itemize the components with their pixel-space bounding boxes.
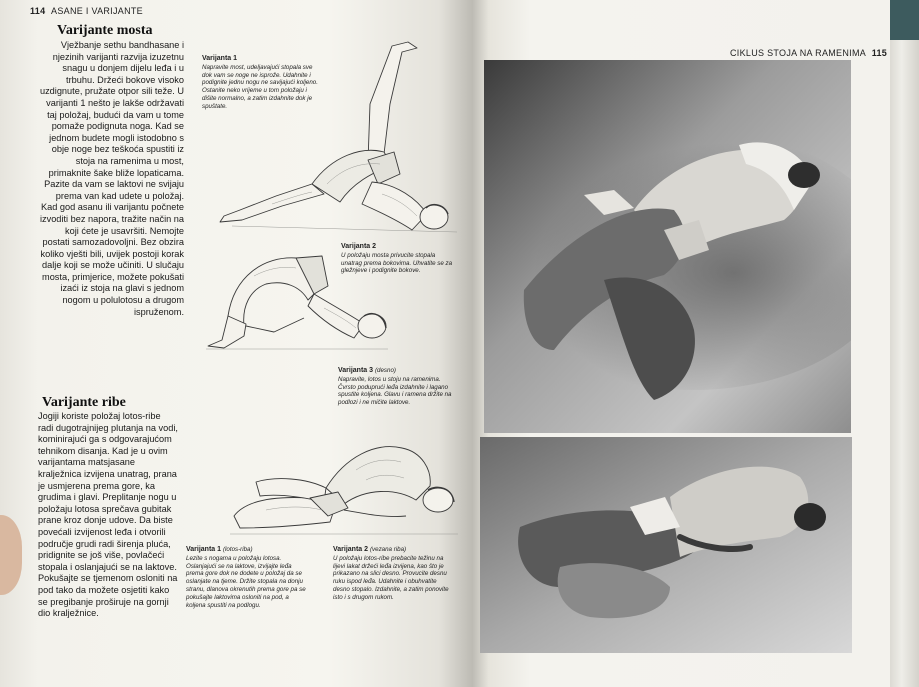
left-running-head [30,6,143,16]
running-head-left: ASANE I VARIJANTE [51,6,143,16]
caption-fish-1-note: (lotos-riba) [222,546,253,553]
caption-bridge-3-text: Napravite, lotos u stoju na ramenima. Čvrsto poduprući leđa izdahnite i lagano spustite koljena. Glavu i ramena držite na podlozi i ne mičite laktove. [338,375,452,407]
thumb [0,515,22,595]
book-cover-corner [890,0,919,40]
caption-fish-1-text: Lezite s nogama u položaju lotosa. Oslanjajući se na laktove, izvijajte leđa prema gore dok ne dodete u položaj da se oslanjate na tjeme. Držite stopala na donju stranu, dlanova okrenutih prema gore pa se pokušajte laktovima osloniti na pod, a koljena spustiti na podlogu. [186,554,306,609]
caption-fish-2-title: Varijanta 2 [333,546,369,553]
page-number-right: 115 [871,48,888,58]
section-title-fish: Varijante ribe [42,395,126,410]
caption-bridge-3-note: (desno) [374,367,396,374]
caption-fish-2-text: U položaju lotos-ribe prebacite težinu na lijevi lakat držeći leđa izvijena, kao što je prikazano na slici desno. Provucite desnu ruku ispod leđa. Udahnite i obuhvatite desno stopalo. Izdahnite, a zatim ponovite isto i s drugom rukom. [333,554,449,601]
caption-fish-2-note: (vezana riba) [369,546,407,553]
caption-bridge-3-heading [338,367,460,375]
caption-fish-1 [186,546,310,609]
caption-bridge-1-title: Varijanta 1 [202,55,238,62]
running-head-right: CIKLUS STOJA NA RAMENIMA [730,48,867,58]
bridge-paragraph: Vježbanje sethu bandhasane i njezinih varijanti razvija izuzetnu snagu u donjem dijelu leđa i u trbuhu. Držeći bokove visoko uzdignute, pružate otpor sili teže. U varijanti 1 nešto je lakše održavati taj položaj, budući da vam u tome pomaže podignuta noga. Kad se jednom budete mogli istodobno s obje noge bez teškoća spustiti iz stoja na ramenima u most, primaknite šake bliže lopaticama. Pazite da vam se laktovi ne svijaju prema van kad udete u položaj. Kad god asanu ili varijantu počnete izvoditi bez napora, tražite način na koji ćete je usavršiti. Nemojte postati samozadovoljni. Bez obzira koliko vješti bili, uvijek postoji korak dalje koji se može učiniti. U slučaju mosta, primjerice, možete pokušati izaći iz stoja na glavi s jednom nogom u polulotosu a drugom ispruženom. [39,40,184,317]
caption-bridge-2-title: Varijanta 2 [341,243,377,250]
bridge-pose-ankles-illustration [204,246,390,350]
caption-bridge-2-text: U položaju mosta privucite stopala unatrag prema bokovima. Uhvatite se za gležnjeve i podignite bokove. [341,251,453,275]
caption-fish-2-heading [333,546,453,554]
caption-fish-1-title: Varijanta 1 [186,546,222,553]
bridge-pose-leg-raised-illustration [212,34,462,234]
right-page [472,0,890,687]
page-number-left: 114 [30,6,46,16]
bound-fish-photo [480,437,852,653]
caption-bridge-1-text: Napravite most, udeljavajući stopala sve dok vam se noge ne isprože. Udahnite i podignite jednu nogu ne savijajući koljeno. Ostanite neko vrijeme u tom položaju i dišite normalno, a zatim izdahnite dok je spuštate. [202,63,318,110]
section-title-bridge: Varijante mosta [57,23,153,38]
lotus-fish-pose-illustration [226,430,462,538]
caption-fish-1-heading [186,546,310,554]
caption-bridge-3-title: Varijanta 3 [338,367,374,374]
caption-bridge-3 [338,367,460,407]
fish-paragraph: Jogiji koriste položaj lotos-ribe radi dugotrajnijeg plutanja na vodi, kominirajući ga s odgovarajućom tehnikom disanja. Kad je u ovim varijantama matsjasane kralježnica izvijena unatrag, prana je usmjerena prema gore, ka grudima i glavi. Preplitanje nogu u položaju lotosa sprečava gubitak prane kroz donje udove. Da biste povećali izvijenost leđa i otvorili područje grudi radi širenja pluća, pridignite se još više, povlačeći stopala i oslanjajući se na laktove. Pokušajte se tjemenom osloniti na pod tako da možete osjetiti kako se pregibanje proširuje na gornji dio kralježnice. [38,411,178,619]
lotus-bridge-photo [484,60,851,433]
caption-fish-2 [333,546,453,602]
right-running-head [730,48,887,58]
book-edge [890,0,919,687]
